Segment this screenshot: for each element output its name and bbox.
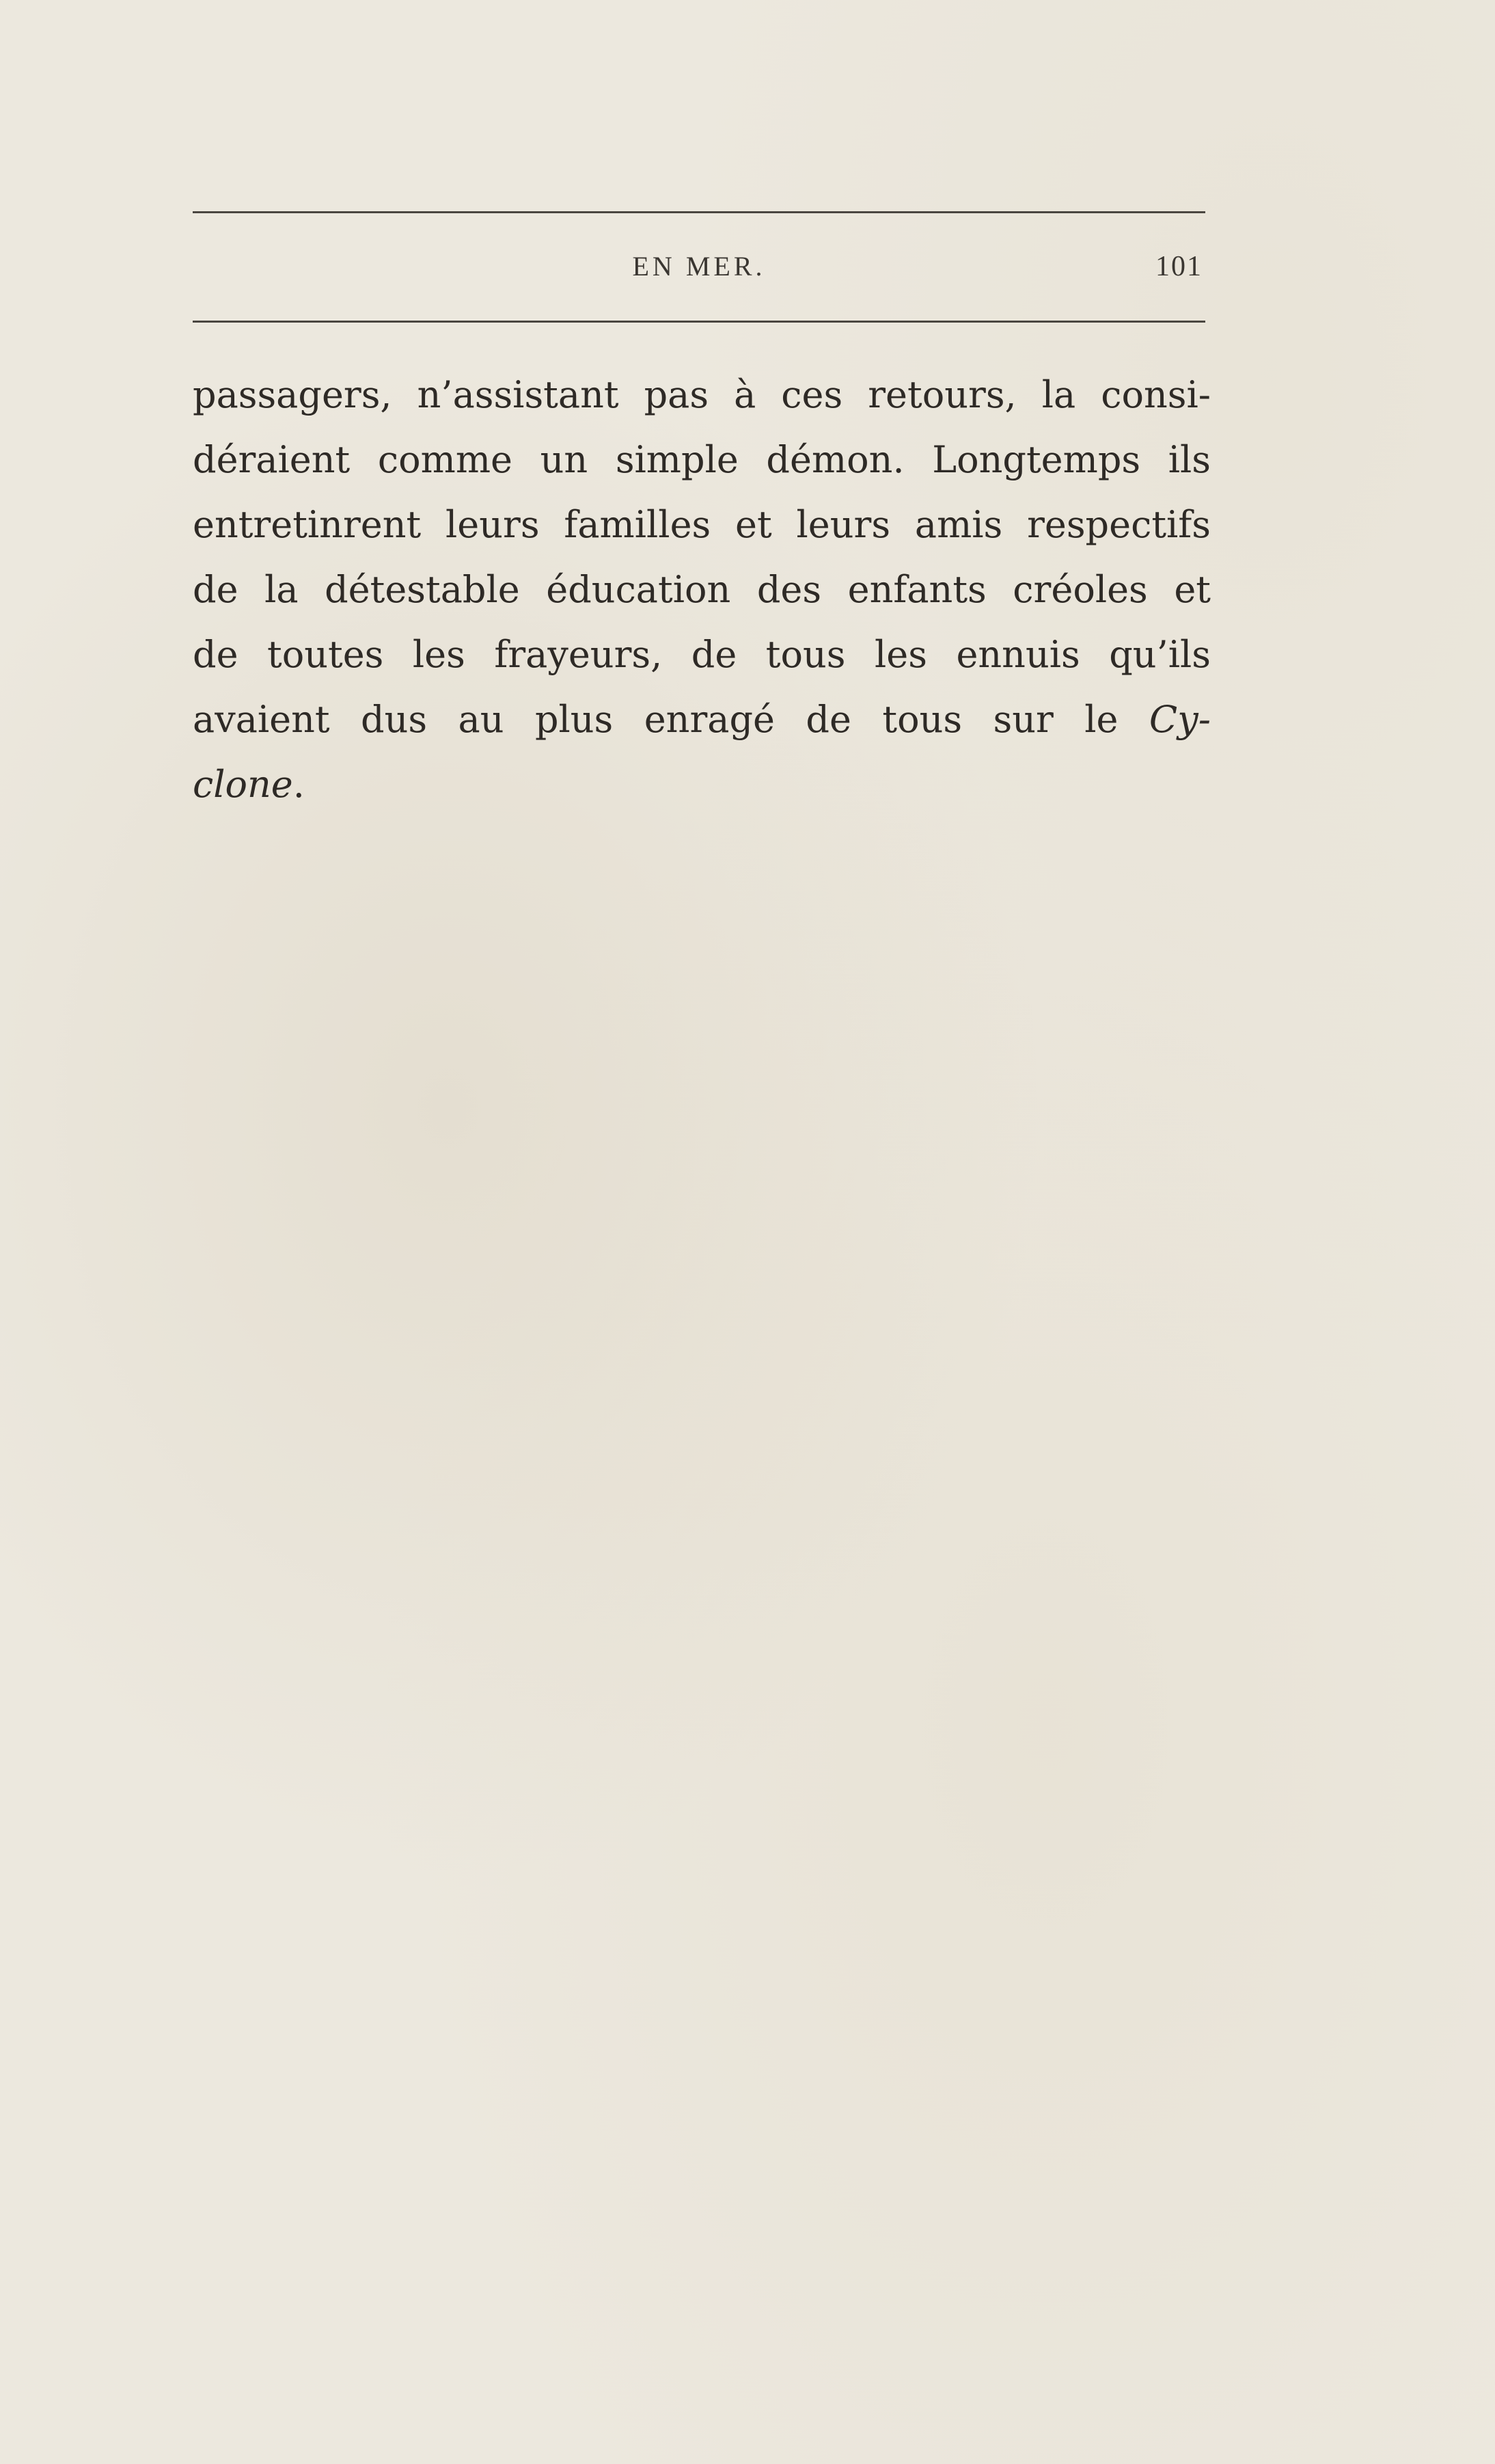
text-line: de toutes les frayeurs, de tous les ennuis qu’ils [193,633,1211,676]
running-title: EN MER. [632,251,766,282]
text-line: de la détestable éducation des enfants créoles et [193,568,1211,611]
page-number: 101 [1155,251,1203,282]
italic-word-cyclone-end: clone [193,763,293,806]
text-line: passagers, n’assistant pas à ces retours, la consi- [193,373,1211,416]
italic-word-cyclone-start: Cy- [1149,698,1211,741]
body-text [193,362,1211,817]
header-rule-top [193,211,1205,213]
text-segment: avaient dus au plus enragé de tous sur le [193,698,1119,741]
text-line [193,687,1211,752]
header-rule-bottom [193,321,1205,323]
text-punctuation: . [292,763,305,806]
text-line: déraient comme un simple démon. Longtemps ils [193,438,1211,481]
running-header [193,250,1205,291]
text-line [193,752,1211,817]
text-line: entretinrent leurs familles et leurs amis respectifs [193,503,1211,546]
